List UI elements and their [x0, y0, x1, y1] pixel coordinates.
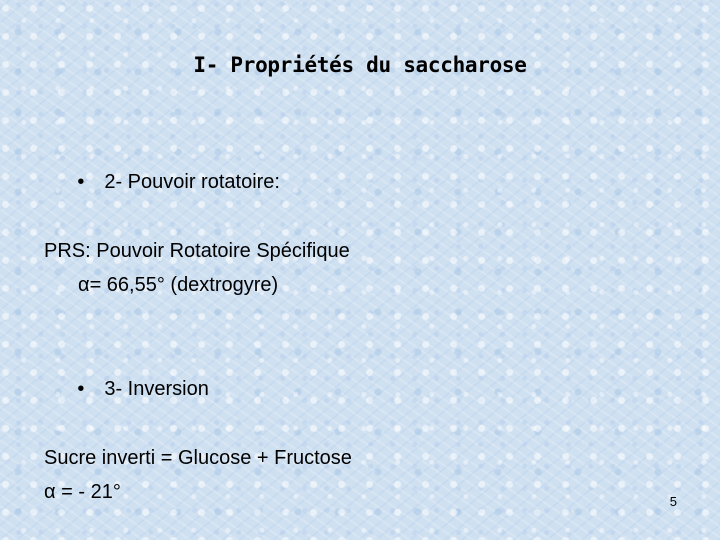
body-line: PRS: Pouvoir Rotatoire Spécifique	[44, 239, 350, 262]
bullet-icon: •	[77, 170, 85, 193]
slide-title: I- Propriétés du saccharose	[193, 53, 527, 77]
body-line: α = - 21°	[44, 481, 121, 503]
body-line: Sucre inverti = Glucose + Fructose	[44, 446, 352, 469]
bullet-heading: 2- Pouvoir rotatoire:	[104, 170, 280, 193]
page-number: 5	[669, 494, 677, 509]
slide-body	[44, 130, 352, 510]
bullet-heading: 3- Inversion	[104, 377, 209, 400]
bullet-item-inversion	[44, 337, 352, 441]
bullet-icon: •	[77, 377, 85, 400]
spacer	[44, 303, 352, 338]
bullet-item-rotatory-power	[44, 130, 352, 234]
body-line-indented: α= 66,55° (dextrogyre)	[78, 274, 279, 296]
